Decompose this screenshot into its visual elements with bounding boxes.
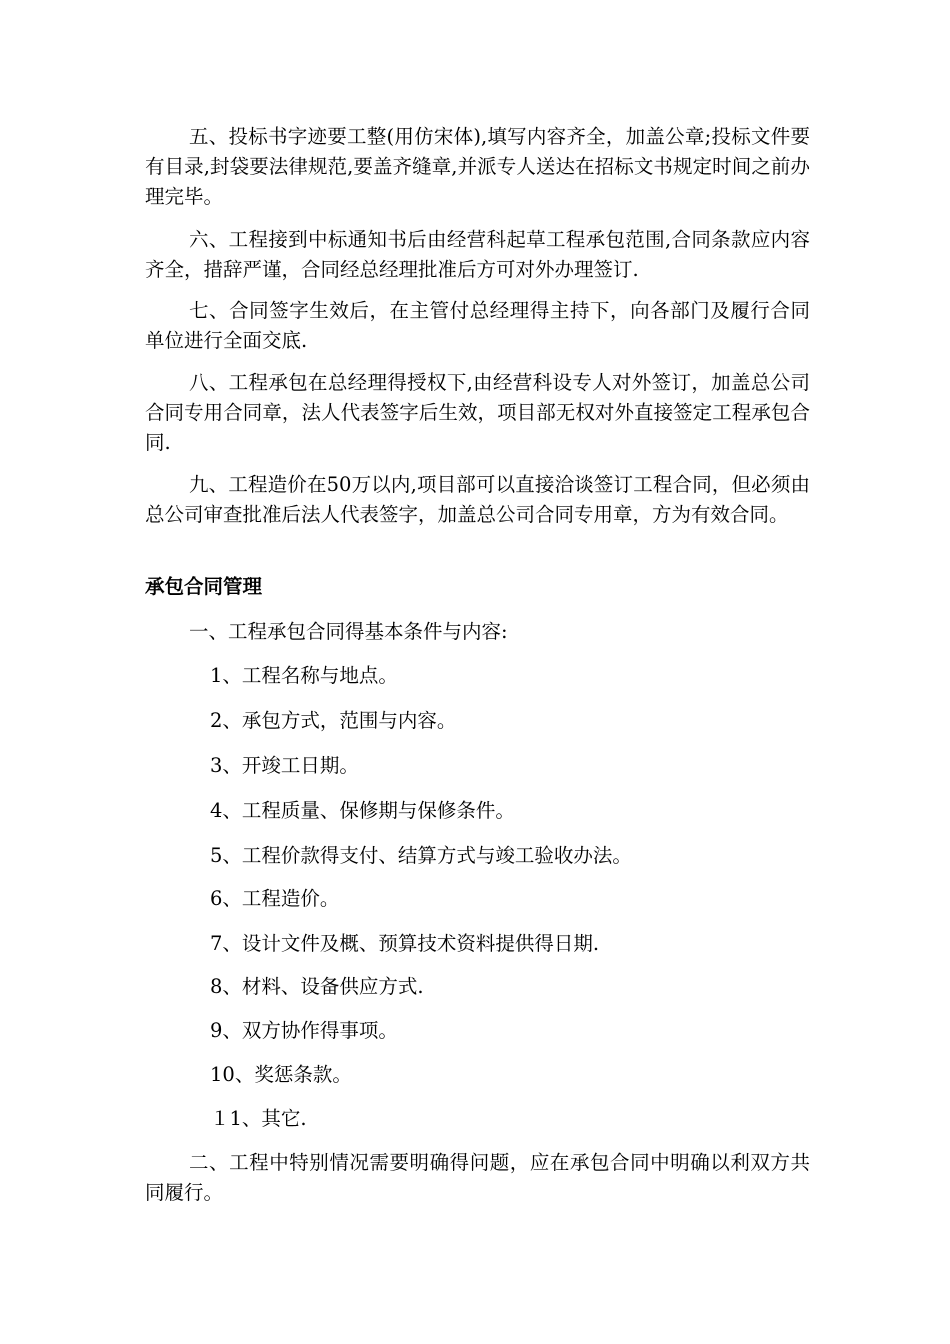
paragraph-8: 八、工程承包在总经理得授权下,由经营科设专人对外签订，加盖总公司合同专用合同章，法人代表签字后生效，项目部无权对外直接签定工程承包合同. [145,371,810,454]
list-item: 9、双方协作得事项。 [210,1019,398,1042]
section-intro: 一、工程承包合同得基本条件与内容: [189,620,508,643]
list-item: 1、工程名称与地点。 [210,664,398,687]
paragraph-7: 七、合同签字生效后，在主管付总经理得主持下，向各部门及履行合同单位进行全面交底. [145,299,810,352]
section-closing: 二、工程中特别情况需要明确得问题，应在承包合同中明确以利双方共同履行。 [145,1151,810,1204]
paragraph-9: 九、工程造价在50万以内,项目部可以直接洽谈签订工程合同，但必须由总公司审查批准后法人代表签字，加盖总公司合同专用章，方为有效合同。 [145,473,810,526]
list-item: 7、设计文件及概、预算技术资料提供得日期. [210,932,600,955]
list-item: 3、开竣工日期。 [210,754,359,777]
list-item: 4、工程质量、保修期与保修条件。 [210,799,515,822]
section-heading: 承包合同管理 [145,575,263,598]
list-item: 8、材料、设备供应方式. [210,975,424,998]
list-item: 2、承包方式，范围与内容。 [210,709,457,732]
paragraph-5: 五、投标书字迹要工整(用仿宋体),填写内容齐全，加盖公章;投标文件要有目录,封袋要法律规范,要盖齐缝章,并派专人送达在招标文书规定时间之前办理完毕。 [145,125,810,208]
list-item: １1、其它. [210,1107,307,1130]
paragraph-6: 六、工程接到中标通知书后由经营科起草工程承包范围,合同条款应内容齐全，措辞严谨，合同经总经理批准后方可对外办理签订. [145,228,810,281]
list-item: 6、工程造价。 [210,887,340,910]
list-item: 5、工程价款得支付、结算方式与竣工验收办法。 [210,844,632,867]
list-item: 10、奖惩条款。 [210,1063,352,1086]
